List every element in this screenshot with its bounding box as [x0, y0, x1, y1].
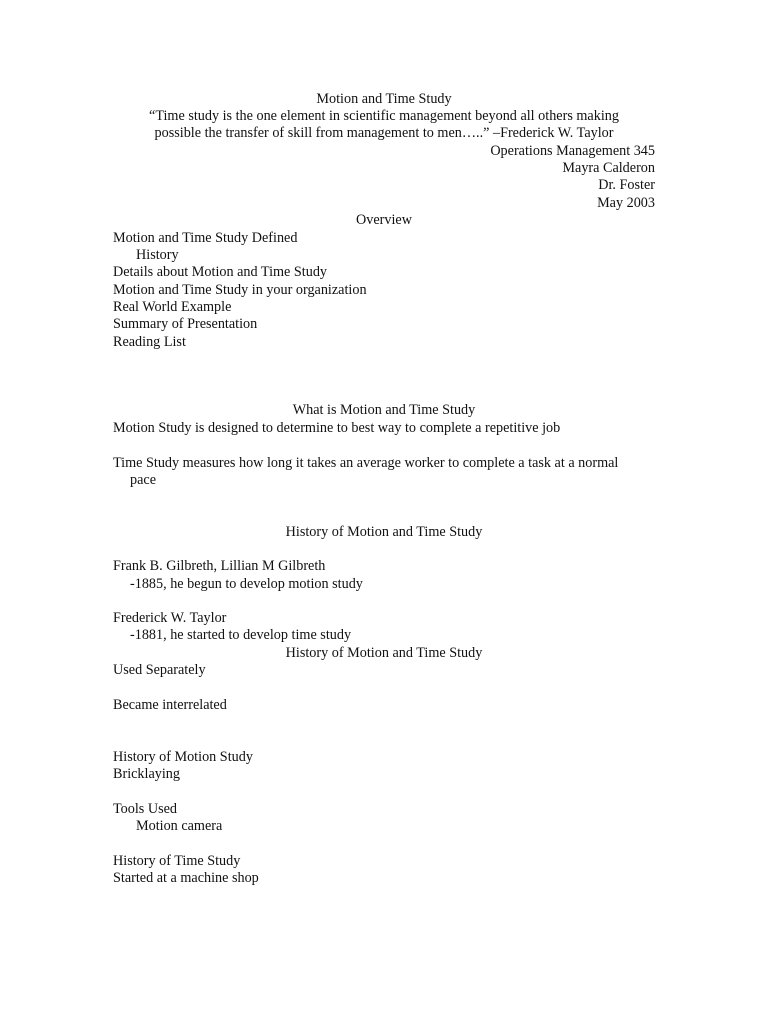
machine-shop: Started at a machine shop [113, 870, 259, 886]
document-title: Motion and Time Study [316, 91, 452, 107]
overview-item: History [136, 247, 179, 263]
time-study-definition-line-2: pace [130, 472, 156, 488]
overview-item: Summary of Presentation [113, 316, 258, 332]
became-interrelated: Became interrelated [113, 697, 227, 713]
section-heading-time-history: History of Time Study [113, 853, 241, 869]
taylor-quote-line-2: possible the transfer of skill from management to men…..” –Frederick W. Taylor [154, 125, 614, 141]
overview-item: Real World Example [113, 299, 232, 315]
overview-item: Motion and Time Study Defined [113, 230, 298, 246]
bricklaying: Bricklaying [113, 766, 180, 782]
author-name: Mayra Calderon [562, 160, 655, 176]
overview-item: Details about Motion and Time Study [113, 264, 328, 280]
instructor-name: Dr. Foster [598, 177, 655, 193]
overview-item: Motion and Time Study in your organization [113, 282, 367, 298]
used-separately: Used Separately [113, 662, 206, 678]
section-heading-what-is: What is Motion and Time Study [292, 402, 476, 418]
motion-study-definition: Motion Study is designed to determine to best way to complete a repetitive job [113, 420, 561, 436]
course-name: Operations Management 345 [490, 143, 655, 159]
section-heading-history: History of Motion and Time Study [285, 524, 483, 540]
document-date: May 2003 [597, 195, 655, 211]
tools-used-heading: Tools Used [113, 801, 178, 817]
taylor-name: Frederick W. Taylor [113, 610, 227, 626]
overview-heading: Overview [356, 212, 412, 228]
gilbreth-names: Frank B. Gilbreth, Lillian M Gilbreth [113, 558, 326, 574]
overview-item: Reading List [113, 334, 186, 350]
taylor-quote-line-1: “Time study is the one element in scientific management beyond all others making [149, 108, 619, 124]
motion-camera: Motion camera [136, 818, 223, 834]
section-heading-history-2: History of Motion and Time Study [285, 645, 483, 661]
time-study-definition-line-1: Time Study measures how long it takes an average worker to complete a task at a normal [113, 455, 619, 471]
taylor-note: -1881, he started to develop time study [130, 627, 352, 643]
section-heading-motion-history: History of Motion Study [113, 749, 253, 765]
gilbreth-note: -1885, he begun to develop motion study [130, 576, 363, 592]
